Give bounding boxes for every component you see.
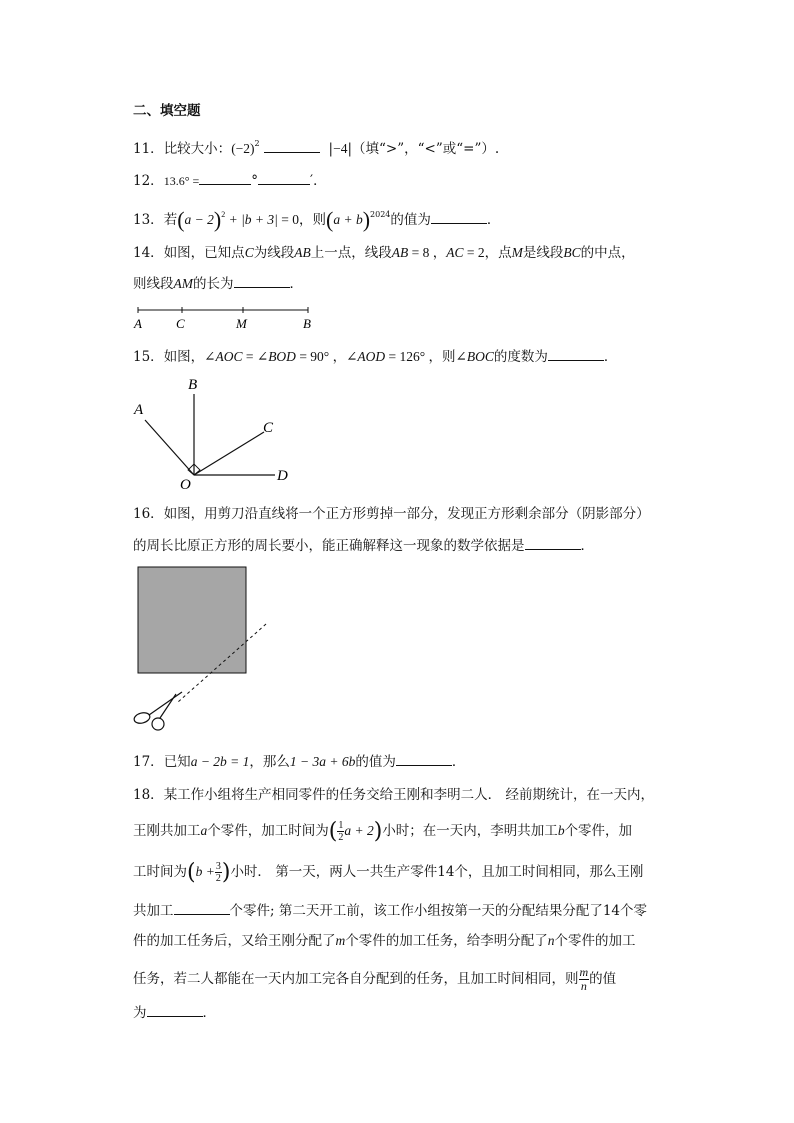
label-b: B <box>303 316 311 331</box>
q18-text: 共加工 <box>133 903 174 919</box>
question-18-line-4 <box>133 901 647 921</box>
question-number: 16． <box>133 506 164 522</box>
question-number: 13． <box>133 212 164 228</box>
q18-text: 个零件的加工 <box>554 933 636 949</box>
q15-angle: AOC <box>215 349 243 364</box>
q15-text: = 90° ，∠ <box>295 349 358 364</box>
fraction <box>215 861 222 884</box>
q13-exponent: 2024 <box>370 210 391 219</box>
q18-text: 个零件; 第二天开工前，该工作小组按第一天的分配结果分配了14个零 <box>229 903 648 919</box>
q17-text: ，那么 <box>249 754 290 770</box>
question-14-line-1 <box>133 243 635 263</box>
question-number: 17． <box>133 754 164 770</box>
fraction-denominator: 2 <box>338 832 344 843</box>
q15-text: = 126° ，则∠ <box>385 349 467 364</box>
q13-post: 的值为 <box>390 212 431 228</box>
question-18-line-7 <box>133 1003 216 1023</box>
answer-blank[interactable] <box>431 211 487 224</box>
q17-text: 的值为 <box>355 754 396 770</box>
answer-blank-degrees[interactable] <box>199 172 251 185</box>
q15-text: 如图，∠ <box>163 349 216 365</box>
q14-segment: AC <box>446 245 464 260</box>
question-14-line-2 <box>133 274 303 294</box>
q15-text: 的度数为 <box>493 349 548 365</box>
q18-var: m <box>335 933 346 948</box>
q16-text: 的周长比原正方形的周长要小，能正确解释这一现象的数学依据是 <box>133 538 525 554</box>
q13-pre: 若 <box>163 212 178 228</box>
label-d: D <box>277 468 288 484</box>
q14-text: 如图，已知点 <box>163 245 245 261</box>
fraction-numerator: 1 <box>338 820 344 831</box>
q14-end: ． <box>289 276 303 292</box>
q17-text: 已知 <box>163 754 191 770</box>
q15-text: = ∠ <box>242 349 269 364</box>
question-number: 18． <box>133 787 164 803</box>
question-16-line-2 <box>133 536 594 556</box>
q14-text: 为线段 <box>253 245 295 261</box>
q11-prefix: 比较大小： <box>163 141 232 157</box>
label-m: M <box>236 316 247 331</box>
label-c: C <box>176 316 185 331</box>
q11-exponent: 2 <box>254 139 260 148</box>
answer-blank[interactable] <box>234 275 290 288</box>
q11-expr: (−2) <box>231 141 255 156</box>
q17-expression: 1 − 3a + 6b <box>289 754 356 769</box>
question-18-line-1 <box>133 785 654 805</box>
question-18-line-3: 工时间为(b + $\frac{3}{2}$ )小时． 第一天，两人一共生产零件14个，且加工时间相同，那么王刚 <box>133 860 644 885</box>
q18-var: b <box>557 823 565 838</box>
question-15 <box>133 347 617 367</box>
question-17 <box>133 752 465 772</box>
q18-end: ． <box>202 1005 216 1021</box>
question-number: 14． <box>133 245 164 261</box>
label-a: A <box>134 316 142 331</box>
question-13: 13．若$(a - 2)^2 + |b + 3| = 0$，则$(a + b)^{2024}$的值为 ． <box>133 207 501 232</box>
fraction-denominator: 2 <box>215 873 221 884</box>
question-number: 11． <box>133 141 164 157</box>
label-o: O <box>180 477 191 492</box>
q18-text: 的值 <box>589 971 617 987</box>
question-number: 12． <box>133 173 164 189</box>
q18-var: a <box>200 823 208 838</box>
answer-blank[interactable] <box>147 1004 203 1017</box>
scissors-icon <box>133 692 182 730</box>
question-18-line-6 <box>133 966 616 993</box>
question-11: 11．比较大小：$(-2)^2$ |−4|（填“>”，“<”或“=”）. <box>133 139 500 157</box>
q16-end: ． <box>580 538 594 554</box>
q12-minute-symbol: ′． <box>310 173 327 189</box>
q18-text: 小时． 第一天，两人一共生产零件14个，且加工时间相同，那么王刚 <box>230 864 644 880</box>
q18-text: 某工作小组将生产相同零件的任务交给王刚和李明二人． 经前期统计，在一天内， <box>163 787 654 803</box>
q16-text: 如图，用剪刀沿直线将一个正方形剪掉一部分，发现正方形剩余部分（阴影部分） <box>163 506 650 522</box>
question-12 <box>133 171 327 191</box>
cut-square-figure <box>130 562 280 732</box>
q18-var: n <box>547 933 555 948</box>
q18-text: 个零件的加工任务，给李明分配了 <box>345 933 548 949</box>
question-number: 15． <box>133 349 164 365</box>
q18-text: 小时；在一天内，李明共加工 <box>382 823 558 839</box>
question-16-line-1 <box>133 504 650 524</box>
q14-segment: AB <box>391 245 409 260</box>
q14-point-m: M <box>511 245 523 260</box>
angle-figure <box>130 372 300 492</box>
question-18-line-5 <box>133 931 636 951</box>
q13-eq: = 0 <box>281 212 299 227</box>
question-18-line-2: 王刚共加工a个零件，加工时间为( $\frac{1}{2}$ a + 2)小时；在一天内，李明共加工b个零件，加 <box>133 819 633 844</box>
q18-text: 个零件，加工时间为 <box>207 823 329 839</box>
label-c: C <box>263 420 274 436</box>
answer-blank[interactable] <box>264 140 320 153</box>
fraction-numerator: m <box>579 965 589 979</box>
q14-text: 的中点， <box>580 245 635 261</box>
q18-expr: a + 2 <box>344 823 374 838</box>
q18-text: 为 <box>133 1005 147 1021</box>
q18-text: 王刚共加工 <box>133 823 201 839</box>
q18-expr: b + <box>195 864 215 879</box>
q18-text: 工时间为 <box>133 864 187 880</box>
q15-angle: AOD <box>357 349 386 364</box>
answer-blank[interactable] <box>174 902 230 915</box>
q11-abs: −4 <box>333 141 348 156</box>
q15-angle: BOC <box>466 349 494 364</box>
q14-text: 是线段 <box>522 245 564 261</box>
q14-segment: AM <box>173 276 193 291</box>
answer-blank[interactable] <box>548 348 604 361</box>
fraction-denominator: n <box>580 979 587 993</box>
q14-text: 则线段 <box>133 276 174 292</box>
label-a: A <box>134 402 144 418</box>
answer-blank[interactable] <box>396 753 452 766</box>
label-b: B <box>188 377 198 393</box>
q14-point-c: C <box>244 245 254 260</box>
q14-text: = 2，点 <box>463 245 512 260</box>
fraction <box>579 966 590 993</box>
answer-blank[interactable] <box>525 537 581 550</box>
q13-mid: ，则 <box>299 212 326 228</box>
q12-expr: 13.6° = <box>163 174 200 188</box>
q17-end: ． <box>451 754 466 770</box>
q18-text: 个零件，加 <box>564 823 633 839</box>
q12-degree-symbol: ° <box>251 173 259 189</box>
q14-text: 上一点，线段 <box>310 245 392 261</box>
fraction-numerator: 3 <box>215 861 221 872</box>
q18-text: 任务，若二人都能在一天内加工完各自分配到的任务，且加工时间相同，则 <box>133 971 579 987</box>
q14-text: 的长为 <box>193 276 234 292</box>
q17-condition: a − 2b = 1 <box>190 754 250 769</box>
q11-suffix: （填“>”，“<”或“=”）. <box>352 141 500 157</box>
q14-segment: BC <box>563 245 581 260</box>
section-title: 二、填空题 <box>133 103 201 119</box>
q18-text: 件的加工任务后，又给王刚分配了 <box>133 933 336 949</box>
q14-text: = 8 ， <box>408 245 447 260</box>
q13-end: ． <box>486 212 501 228</box>
q14-segment: AB <box>294 245 311 260</box>
answer-blank-minutes[interactable] <box>258 172 310 185</box>
q15-end: ． <box>603 349 618 365</box>
q15-angle: BOD <box>268 349 296 364</box>
segment-figure <box>130 302 330 334</box>
